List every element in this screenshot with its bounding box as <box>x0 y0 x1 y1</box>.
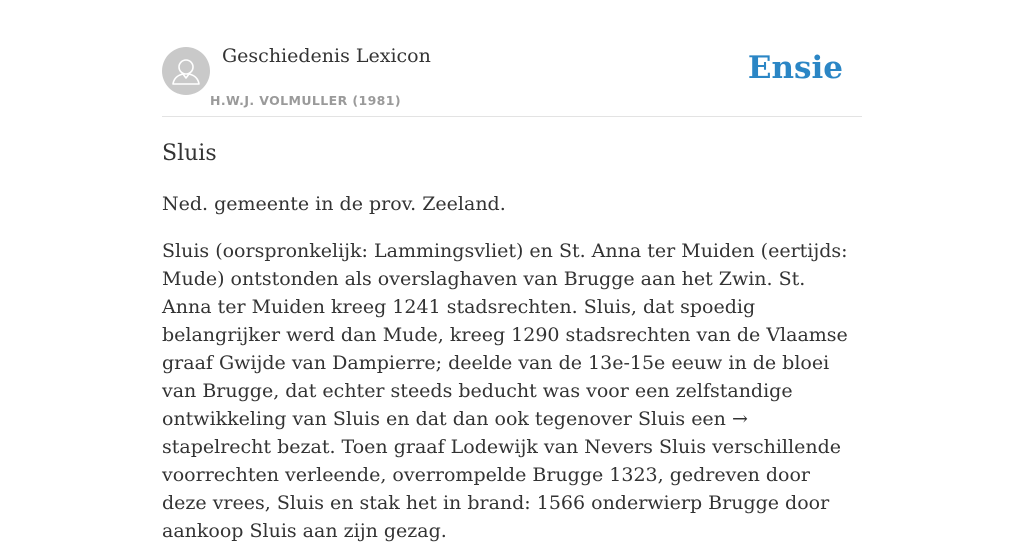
source-header <box>162 0 862 117</box>
entry-definition: Ned. gemeente in de prov. Zeeland. <box>162 193 506 215</box>
source-author[interactable]: H.W.J. VOLMULLER (1981) <box>210 93 401 108</box>
source-title[interactable]: Geschiedenis Lexicon <box>222 45 431 67</box>
ensie-logo[interactable]: Ensie <box>747 50 843 86</box>
entry-content <box>162 138 852 545</box>
avatar[interactable] <box>162 47 210 95</box>
entry-title: Sluis <box>162 141 217 166</box>
user-icon <box>162 47 210 95</box>
entry-body: Sluis (oorspronkelijk: Lammingsvliet) en St. Anna ter Muiden (eertijds: Mude) ontstonden als overslaghaven van Brugge aan het Zwin. St. Anna ter Muiden kreeg 1241 stadsrechten. Sluis, dat spoedig belangrijker werd dan Mude, kreeg 1290 stadsrechten van de Vlaamse graaf Gwijde van Dampierre; deelde van de 13e-15e eeuw in de bloei van Brugge, dat echter steeds beducht was voor een zelfstandige ontwikkeling van Sluis en dat dan ook tegenover Sluis een → stapelrecht bezat. Toen graaf Lodewijk van Nevers Sluis verschillende voorrechten verleende, overrompelde Brugge 1323, gedreven door deze vrees, Sluis en stak het in brand: 1566 onderwierp Brugge door aankoop Sluis aan zijn gezag. <box>162 240 848 542</box>
